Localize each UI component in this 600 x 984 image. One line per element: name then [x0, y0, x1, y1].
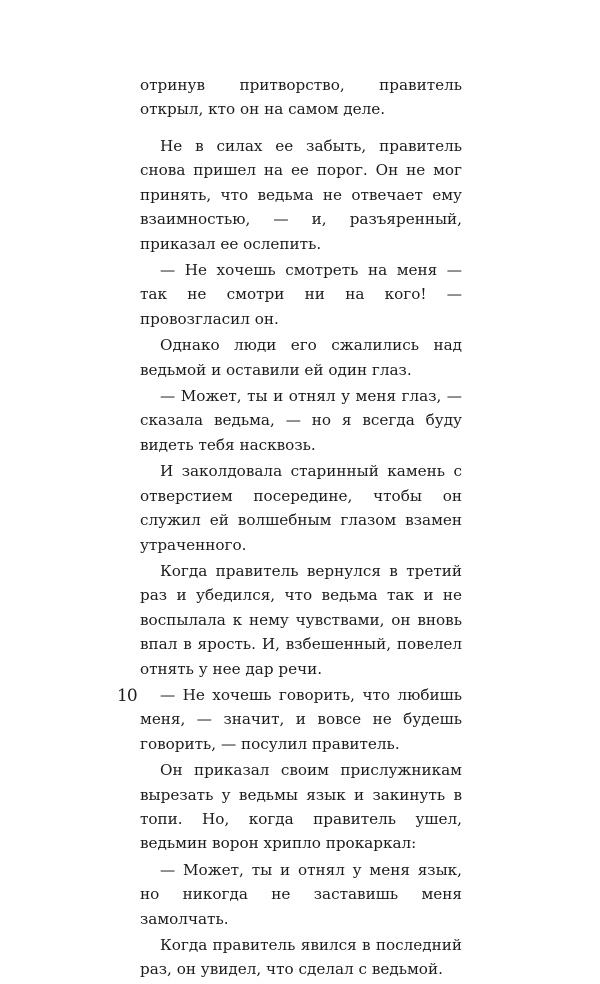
paragraph-7: — Не хочешь говорить, что любишь меня, — значит, и вовсе не будешь говорить, — посулил правитель. — [140, 685, 462, 753]
paragraph-10: Когда правитель явился в последний раз, он увидел, что сделал с ведьмой. — [140, 936, 462, 979]
continuation-block — [140, 73, 462, 124]
paragraph-9: — Может, ты и отнял у меня язык, но никогда не заставишь меня замолчать. — [140, 860, 462, 928]
continuation-paragraph: отринув притворство, правитель открыл, кто он на самом деле. — [140, 76, 462, 119]
paragraph-3: Однако люди его сжалились над ведьмой и оставили ей один глаз. — [140, 336, 462, 379]
main-text-block — [140, 134, 462, 984]
page-number: 10 — [117, 686, 137, 706]
paragraph-8: Он приказал своим прислужникам вырезать у ведьмы язык и закинуть в топи. Но, когда правитель ушел, ведьмин ворон хрипло прокаркал: — [140, 761, 462, 853]
paragraph-4: — Может, ты и отнял у меня глаз, — сказала ведьма, — но я всегда буду видеть тебя насквозь. — [140, 387, 462, 454]
paragraph-1: Не в силах ее забыть, правитель снова пришел на ее порог. Он не мог принять, что ведьма не отвечает ему взаимностью, — и, разъяренный, приказал ее ослепить. — [140, 137, 462, 253]
paragraph-2: — Не хочешь смотреть на меня — так не смотри ни на кого! — провозгласил он. — [140, 261, 462, 328]
paragraph-5: И заколдовала старинный камень с отверстием посередине, чтобы он служил ей волшебным глазом взамен утраченного. — [140, 462, 462, 554]
paragraph-6: Когда правитель вернулся в третий раз и убедился, что ведьма так и не воспылала к нему чувствами, он вновь впал в ярость. И, взбешенный, повелел отнять у нее дар речи. — [140, 561, 462, 678]
